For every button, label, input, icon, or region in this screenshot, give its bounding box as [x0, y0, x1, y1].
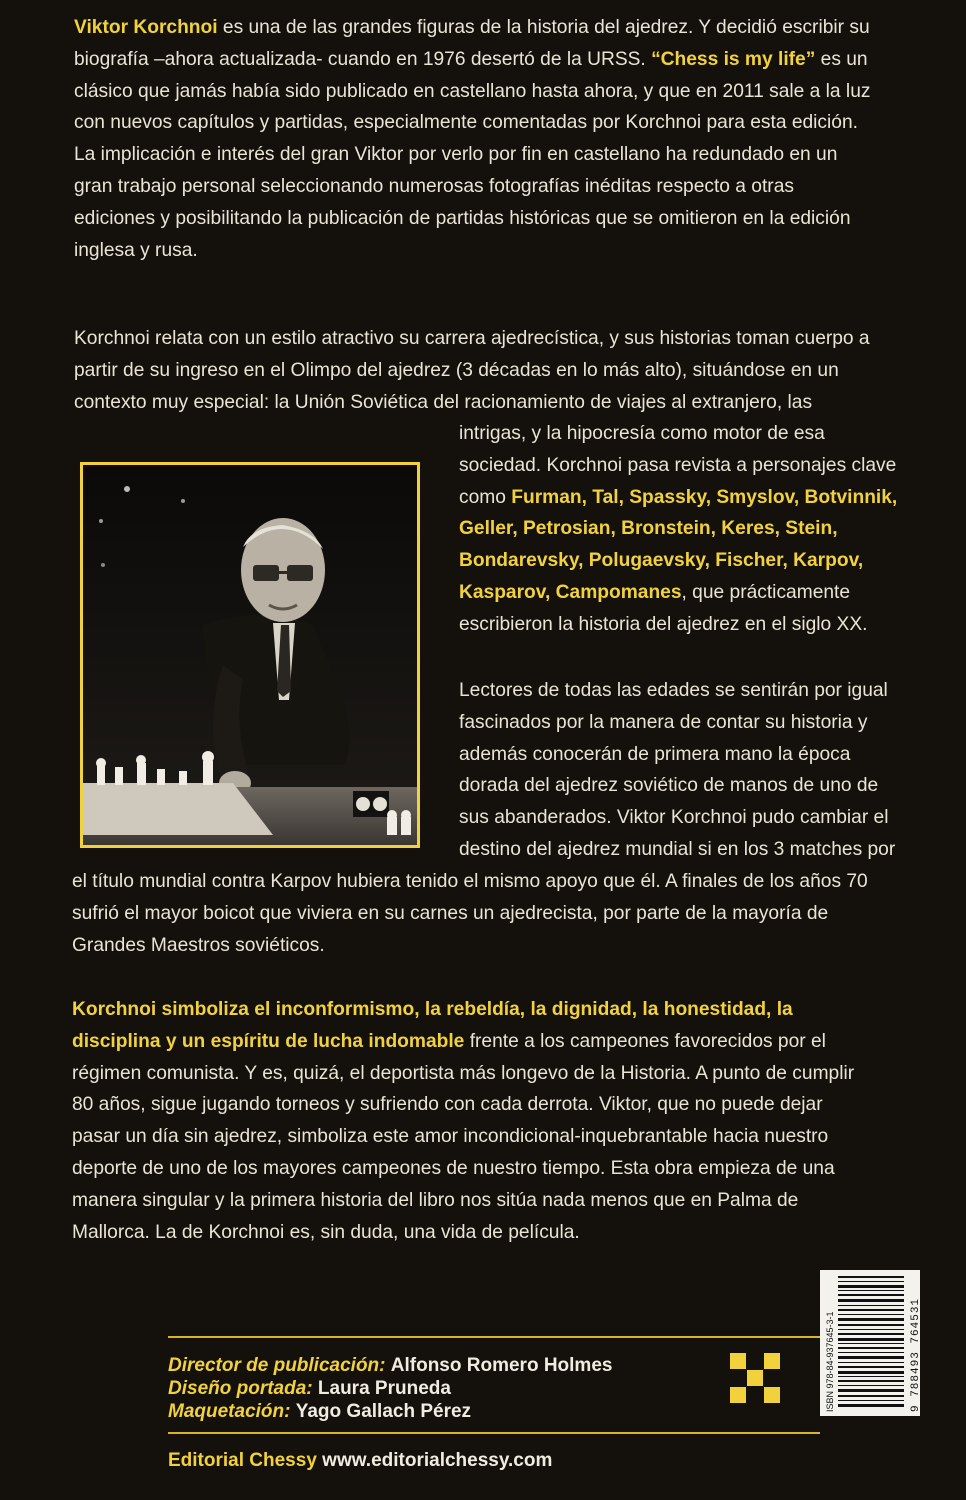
player-names: Kasparov, Campomanes — [459, 581, 682, 603]
career-paragraph-continued: intrigas, y la hipocresía como motor de esa sociedad. Korchnoi pasa revista a personajes clave como Furman, Tal, Spassky, Smyslov, Botvinnik, Geller, Petrosian, Bronstein, Keres, Stein, Bondarevsky, Polugaevsky, Fischer, Karpov, Kasparov, Campomanes, que prácticamente escribieron la historia del ajedrez en el siglo XX. — [459, 418, 939, 641]
barcode-icon — [838, 1276, 904, 1410]
readers-paragraph-continued: el título mundial contra Karpov hubiera tenido el mismo apoyo que él. A finales de los años 70 sufrió el mayor boicot que viviera en su carnes un ajedrecista, por parte de la mayoría de Grandes Maestros soviéticos. — [72, 871, 868, 956]
divider-bottom — [168, 1432, 820, 1434]
divider-top — [168, 1336, 820, 1338]
photo-illustration — [83, 465, 417, 845]
credit-director: Director de publicación: Alfonso Romero Holmes — [168, 1355, 613, 1376]
isbn-label: ISBN 978-84-937645-3-1 — [825, 1311, 835, 1412]
intro-paragraph: Viktor Korchnoi es una de las grandes figuras de la historia del ajedrez. Y decidió escribir su biografía –ahora actualizada- cuando en 1976 desertó de la URSS. “Chess is my life” es un clásico que jamás había sido publicado en castellano hasta ahora, y que en 2011 sale a la luz con nuevos capítulos y partidas, especialmente comentadas por Korchnoi para esta edición. La implicación e interés del gran Viktor por verlo por fin en castellano ha redundado en un gran trabajo personal seleccionando numerosas fotografías inéditas respecto a otras ediciones y posibilitando la publicación de partidas históricas que se omitieron en la edición inglesa y rusa. — [74, 17, 871, 261]
credit-layout: Maquetación: Yago Gallach Pérez — [168, 1401, 472, 1422]
publisher-url: www.editorialchessy.com — [322, 1450, 553, 1471]
career-paragraph: Korchnoi relata con un estilo atractivo su carrera ajedrecística, y sus historias toman cuerpo a partir de su ingreso en el Olimpo del ajedrez (3 décadas en lo más alto), situándose en un contexto muy especial: la Unión Soviética del racionamiento de viajes al extranjero, las — [74, 328, 870, 413]
barcode-digits: 9 788493 764531 — [910, 1297, 922, 1412]
symbol-paragraph: Korchnoi simboliza el inconformismo, la rebeldía, la dignidad, la honestidad, la disciplina y un espíritu de lucha indomable frente a los campeones favorecidos por el régimen comunista. Y es, quizá, el deportista más longevo de la Historia. A punto de cumplir 80 años, sigue jugando torneos y sufriendo con cada derrota. Viktor, que no puede dejar pasar un día sin ajedrez, simboliza este amor incondicional-inquebrantable hacia nuestro deporte de uno de los mayores campeones de nuestro tiempo. Esta obra empieza de una manera singular y la primera historia del libro nos sitúa nada menos que en Palma de Mallorca. La de Korchnoi es, sin duda, una vida de película. — [72, 999, 855, 1243]
readers-paragraph: Lectores de todas las edades se sentirán por igual fascinados por la manera de contar su historia y además conocerán de primera mano la época dorada del ajedrez soviético de manos de uno de sus abanderados. Viktor Korchnoi pudo cambiar el destino del ajedrez mundial si en los 3 matches por — [459, 680, 896, 860]
author-name: Viktor Korchnoi — [74, 17, 218, 38]
chessy-logo-icon — [730, 1353, 780, 1403]
korchnoi-photo — [80, 462, 420, 848]
credit-cover-design: Diseño portada: Laura Pruneda — [168, 1378, 451, 1399]
credits-block — [168, 1354, 612, 1423]
player-names: Geller, Petrosian, Bronstein, Keres, Stein, — [459, 518, 838, 540]
book-title: “Chess is my life” — [651, 48, 816, 70]
player-names: Furman, Tal, Spassky, Smyslov, Botvinnik, — [511, 486, 898, 508]
player-names: Bondarevsky, Polugaevsky, Fischer, Karpov, — [459, 550, 864, 572]
publisher-footer — [168, 1450, 552, 1472]
publisher-name: Editorial Chessy — [168, 1450, 317, 1471]
